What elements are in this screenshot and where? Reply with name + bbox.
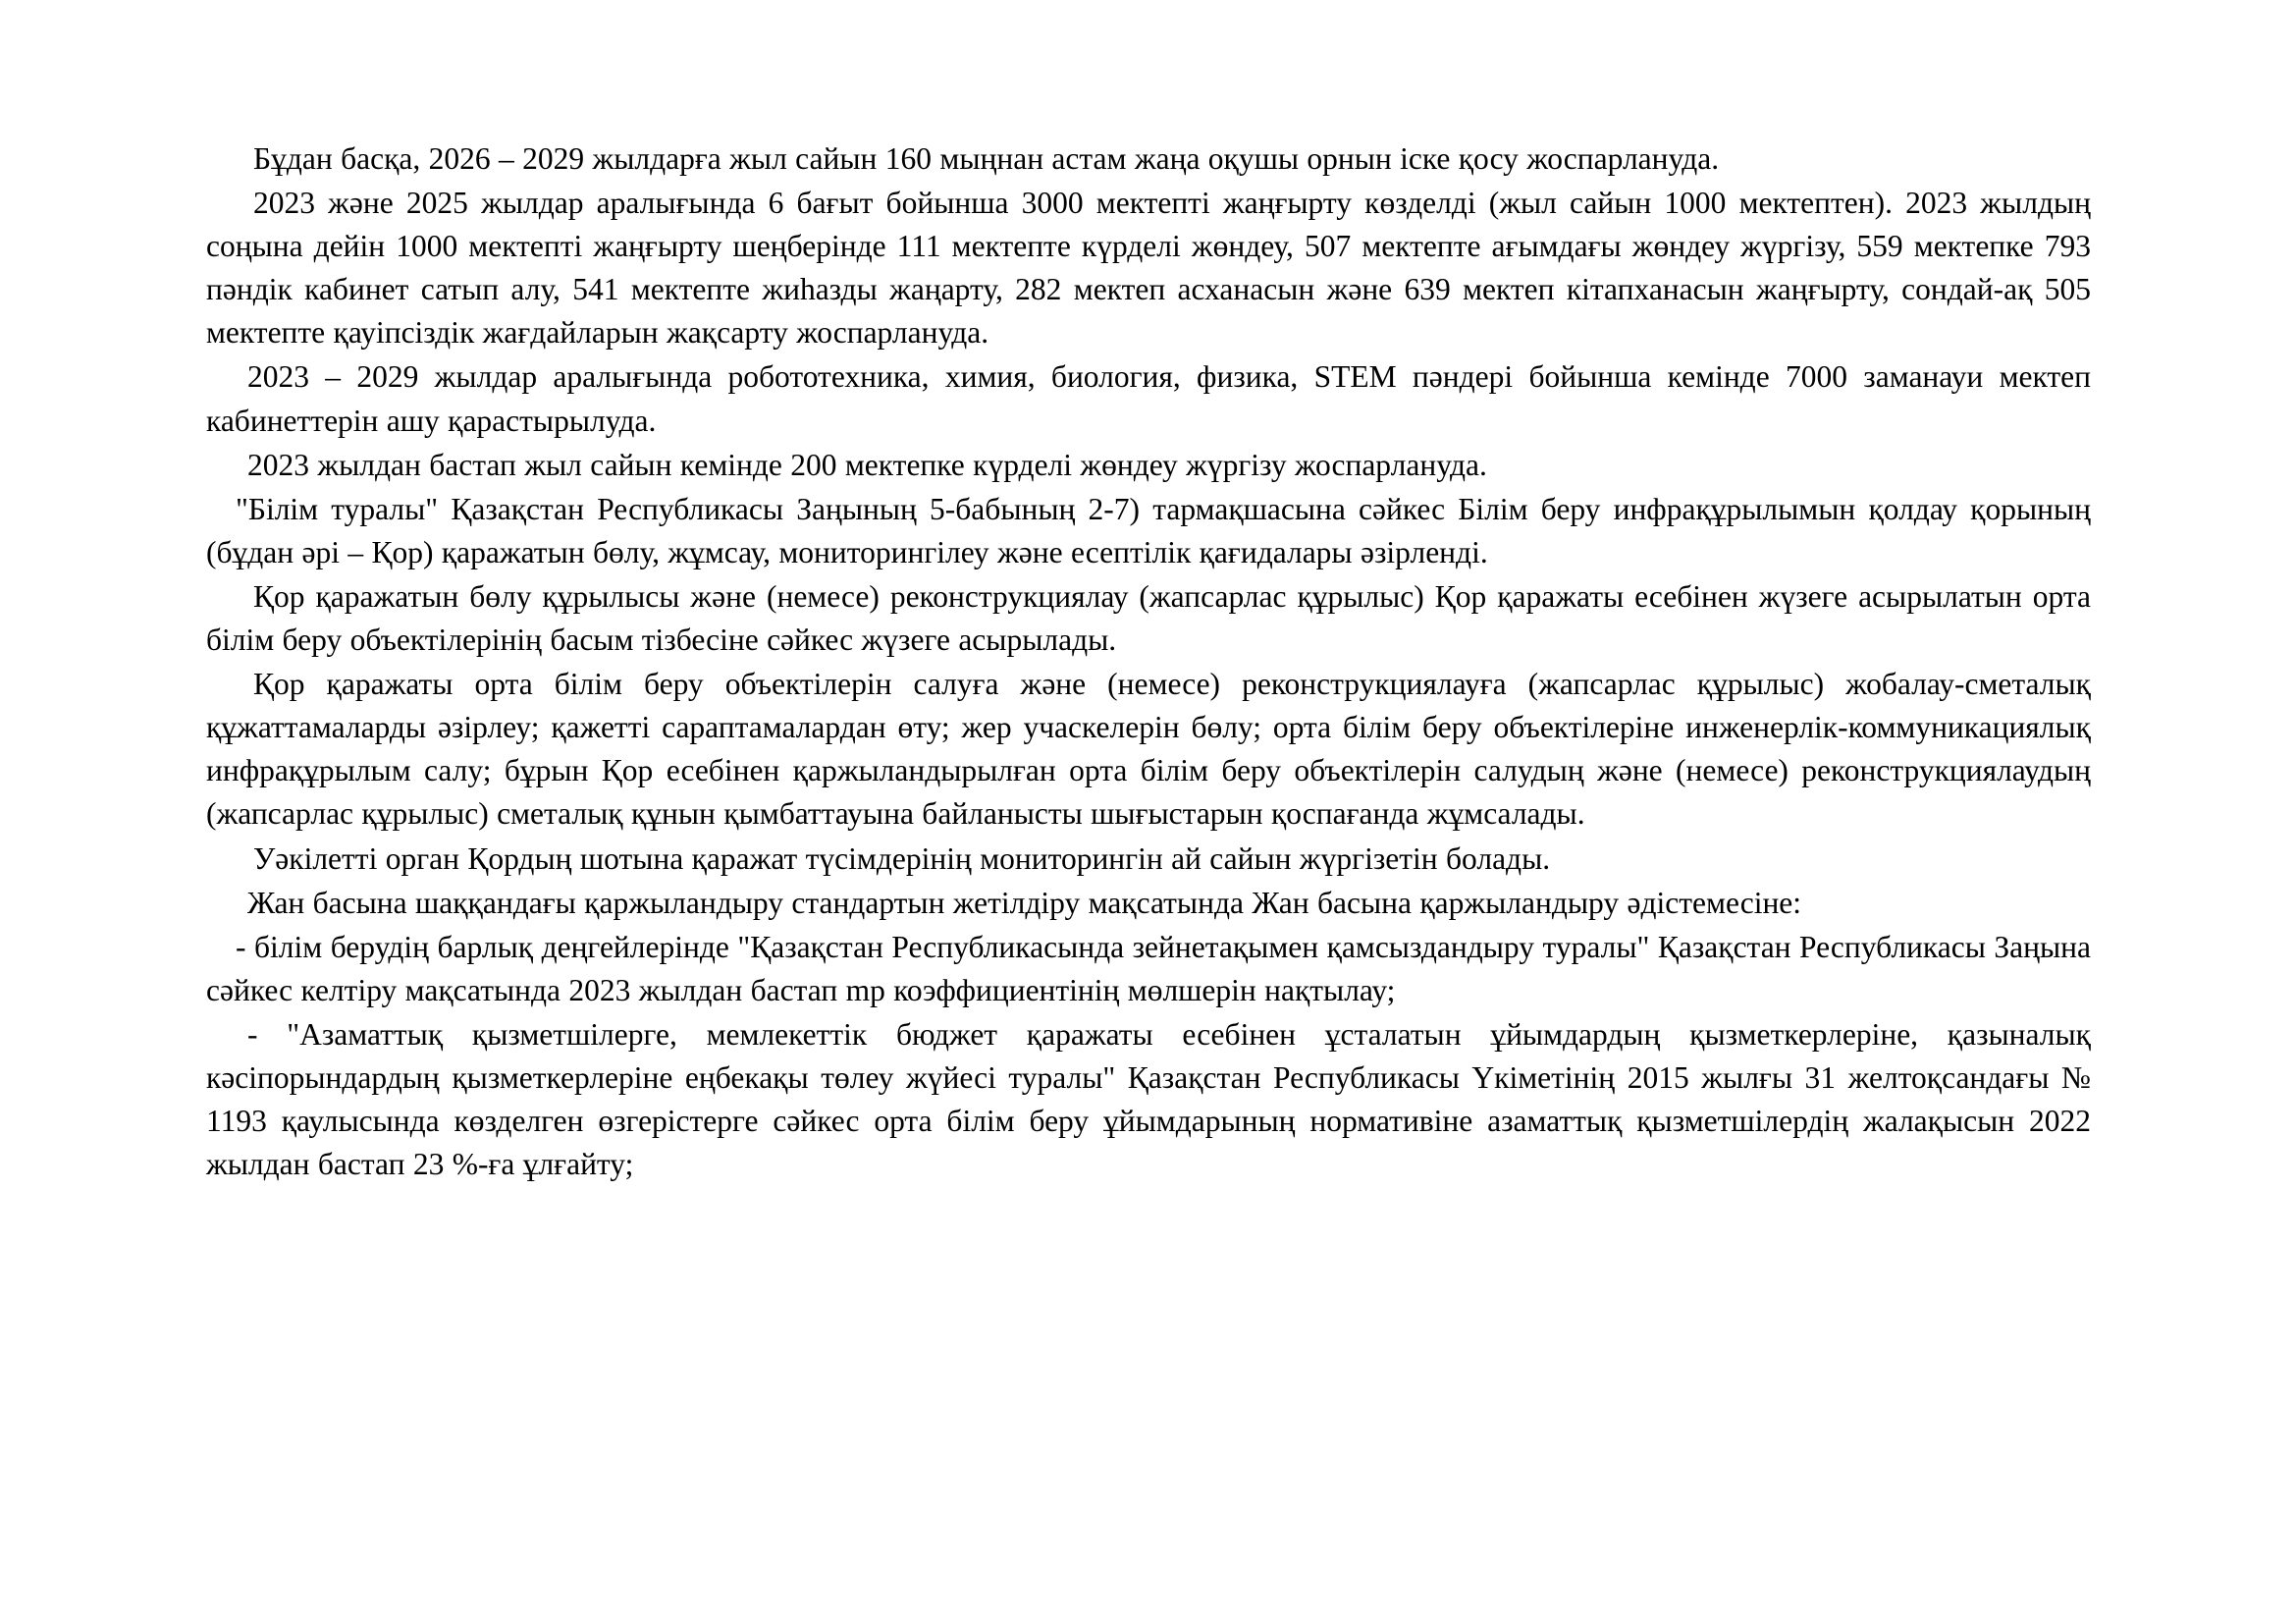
paragraph-per-capita-financing-intro: Жан басына шаққандағы қаржыландыру стандартын жетілдіру мақсатында Жан басына қаржыландыру әдістемесіне:: [247, 885, 1802, 920]
paragraph-capital-repair: 2023 жылдан бастап жыл сайын кемінде 200 мектепке күрделі жөндеу жүргізу жоспарлануда.: [247, 447, 1487, 482]
paragraph-school-modernization: 2023 және 2025 жылдар аралығында 6 бағыт бойынша 3000 мектепті жаңғырту көзделді (жыл сайын 1000 мектептен). 2023 жылдың соңына дейін 1000 мектепті жаңғырту шеңберінде 111 мектепте күрделі жөндеу, 507 мектепте ағымдағы жөндеу жүргізу, 559 мектепке 793 пәндік кабинет сатып алу, 541 мектепте жиһазды жаңарту, 282 мектеп асханасын және 639 мектеп кітапханасын жаңғырту, сондай-ақ 505 мектепте қауіпсіздік жағдайларын жақсарту жоспарлануда.: [206, 186, 2091, 351]
paragraph-bullet-pension-coefficient: - білім берудің барлық деңгейлерінде "Қазақстан Республикасында зейнетақымен қамсыздандыру туралы" Қазақстан Республикасы Заңына сәйкес келтіру мақсатында 2023 жылдан бастап mр коэффициентінің мөлшерін нақтылау;: [206, 929, 2091, 1007]
document-body: [206, 137, 2091, 1186]
paragraph-fund-allocation-order: Қор қаражатын бөлу құрылысы және (немесе) реконструкциялау (жапсарлас құрылыс) Қор қаражаты есебінен жүзеге асырылатын орта білім беру объектілерінің басым тізбесіне сәйкес жүзеге асырылады.: [206, 578, 2091, 658]
paragraph-stem-cabinets: 2023 – 2029 жылдар аралығында робототехника, химия, биология, физика, STEM пәндері бойынша кемінде 7000 заманауи мектеп кабинеттерін ашу қарастырылуда.: [206, 359, 2091, 438]
paragraph-bullet-civil-servants-salary: - "Азаматтық қызметшілерге, мемлекеттік бюджет қаражаты есебінен ұсталатын ұйымдардың қызметкерлеріне, қазыналық кәсіпорындардың қызметкерлеріне еңбекақы төлеу жүйесі туралы" Қазақстан Республикасы Үкіметінің 2015 жылғы 31 желтоқсандағы № 1193 қаулысында көзделген өзгерістерге сәйкес орта білім беру ұйымдарының нормативіне азаматтық қызметшілердің жалақысын 2022 жылдан бастап 23 %-ға ұлғайту;: [206, 1016, 2091, 1182]
paragraph-new-student-places: Бұдан басқа, 2026 – 2029 жылдарға жыл сайын 160 мыңнан астам жаңа оқушы орнын іске қосу жоспарлануда.: [253, 141, 1720, 176]
paragraph-fund-expenditure-scope: Қор қаражаты орта білім беру объектілерін салуға және (немесе) реконструкциялауға (жапсарлас құрылыс) жобалау-сметалық құжаттамаларды әзірлеу; қажетті сараптамалардан өту; жер учаскелерін бөлу; орта білім беру объектілеріне инженерлік-коммуникациялық инфрақұрылым салу; бұрын Қор есебінен қаржыландырылған орта білім беру объектілерін салудың және (немесе) реконструкциялаудың (жапсарлас құрылыс) сметалық құнын қымбаттауына байланысты шығыстарын қоспағанда жұмсалады.: [206, 667, 2091, 832]
paragraph-education-law-fund-rules: "Білім туралы" Қазақстан Республикасы Заңының 5-бабының 2-7) тармақшасына сәйкес Білім беру инфрақұрылымын қолдау қорының (бұдан әрі – Қор) қаражатын бөлу, жұмсау, мониторингілеу және есептілік қағидалары әзірленді.: [206, 491, 2091, 569]
paragraph-monthly-monitoring: Уәкілетті орган Қордың шотына қаражат түсімдерінің мониторингін ай сайын жүргізетін болады.: [253, 840, 1551, 876]
